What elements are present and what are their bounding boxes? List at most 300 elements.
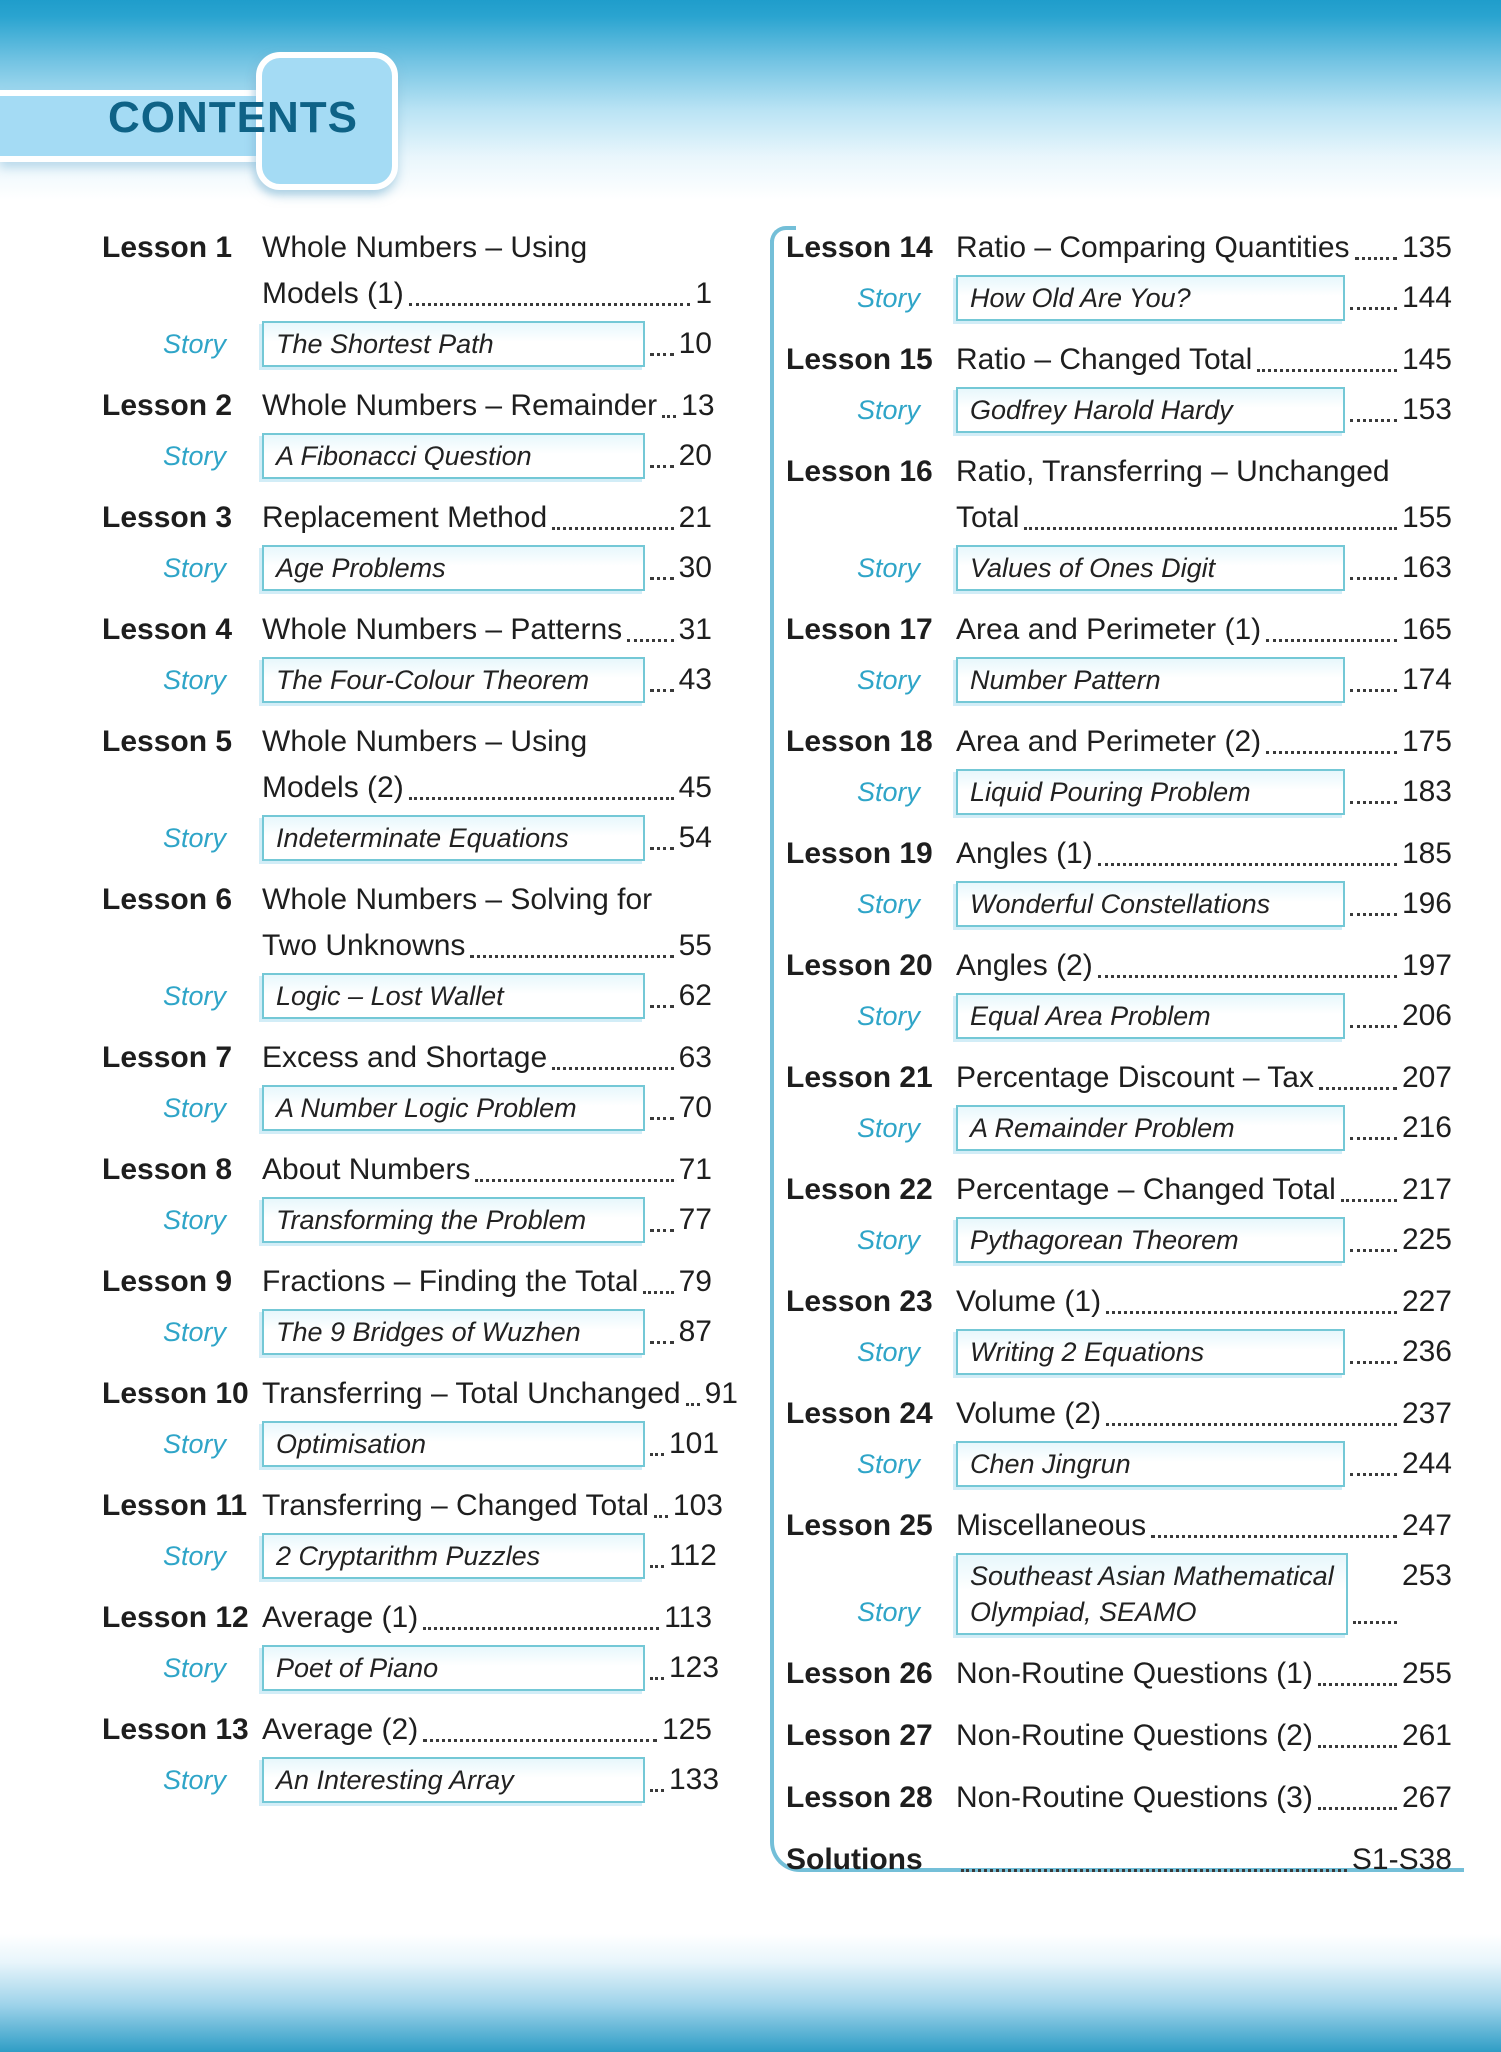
story-title: Wonderful Constellations	[970, 889, 1271, 919]
lesson-title: Replacement Method	[262, 501, 548, 534]
toc-entry	[102, 1259, 712, 1355]
story-row	[786, 275, 1452, 321]
lesson-title-wrap	[262, 1595, 712, 1641]
dot-leader	[650, 353, 674, 356]
story-row	[102, 973, 712, 1019]
story-title: A Remainder Problem	[970, 1113, 1235, 1143]
toc-entry	[786, 1055, 1452, 1151]
page-number: 267	[1401, 1781, 1452, 1814]
dot-leader	[1106, 1311, 1397, 1314]
lesson-number-label: Lesson 28	[786, 1781, 933, 1814]
dot-leader	[650, 1341, 674, 1344]
toc-entry	[102, 383, 715, 479]
lesson-title: Excess and Shortage	[262, 1041, 548, 1074]
page-number: 237	[1401, 1397, 1452, 1430]
lesson-row	[786, 337, 1452, 383]
lesson-title: Area and Perimeter (1)	[956, 613, 1262, 646]
title-line	[956, 1713, 1452, 1759]
title-line	[956, 449, 1452, 495]
lesson-number-label: Lesson 8	[102, 1153, 233, 1186]
dot-leader	[662, 415, 676, 418]
story-label: Story	[162, 665, 226, 695]
lesson-number-label: Lesson 2	[102, 389, 233, 422]
lesson-title: Transferring – Total Unchanged	[262, 1377, 681, 1410]
lesson-row	[786, 1651, 1452, 1697]
story-label: Story	[162, 1541, 226, 1571]
lesson-title: Average (1)	[262, 1601, 419, 1634]
toc-entry	[102, 877, 712, 1019]
lesson-title: Whole Numbers – Remainder	[262, 389, 658, 422]
story-title-box	[956, 881, 1345, 927]
lesson-title: Non-Routine Questions (1)	[956, 1657, 1313, 1690]
story-row	[102, 1309, 712, 1355]
lesson-title: Transferring – Changed Total	[262, 1489, 649, 1522]
lesson-row	[102, 1371, 738, 1417]
lesson-title: Two Unknowns	[262, 929, 466, 962]
dot-leader	[650, 689, 674, 692]
title-line	[262, 877, 712, 923]
story-title: The Shortest Path	[276, 329, 494, 359]
dot-leader	[1318, 1683, 1397, 1686]
story-row	[786, 1553, 1452, 1635]
lesson-row	[102, 383, 715, 429]
lesson-title-wrap	[956, 1279, 1452, 1325]
title-line	[262, 1259, 712, 1305]
lesson-number-label: Lesson 23	[786, 1285, 933, 1318]
dot-leader	[1350, 913, 1397, 916]
story-label: Story	[856, 553, 920, 583]
dot-leader	[1355, 257, 1397, 260]
page-number: 207	[1401, 1061, 1452, 1094]
story-label: Story	[856, 777, 920, 807]
story-title: Optimisation	[276, 1429, 427, 1459]
page-number: 13	[681, 389, 715, 422]
story-page-number: 133	[669, 1763, 720, 1796]
page-number: 103	[672, 1489, 723, 1522]
lesson-number-label: Lesson 25	[786, 1509, 933, 1542]
lesson-title: Angles (2)	[956, 949, 1093, 982]
title-line	[956, 719, 1452, 765]
dot-leader	[650, 1005, 674, 1008]
story-row	[102, 657, 712, 703]
lesson-number-label: Lesson 14	[786, 231, 933, 264]
lesson-number-label: Lesson 12	[102, 1601, 249, 1634]
dot-leader	[423, 1739, 657, 1742]
dot-leader	[650, 577, 674, 580]
story-title-box	[262, 433, 645, 479]
toc-entry	[102, 719, 712, 861]
toc-entry	[786, 1713, 1452, 1759]
story-page-number: 87	[678, 1315, 712, 1348]
story-title-box	[956, 545, 1345, 591]
story-label: Story	[162, 1093, 226, 1123]
title-line	[956, 225, 1452, 271]
story-row	[102, 1421, 720, 1467]
lesson-title-wrap	[956, 831, 1452, 877]
dot-leader	[650, 1677, 664, 1680]
page-number: 55	[678, 929, 712, 962]
lesson-number-label: Lesson 26	[786, 1657, 933, 1690]
dot-leader	[1350, 1249, 1397, 1252]
story-title: An Interesting Array	[276, 1765, 514, 1795]
toc-entry	[786, 1167, 1452, 1263]
lesson-title: About Numbers	[262, 1153, 471, 1186]
story-row	[102, 545, 712, 591]
dot-leader	[470, 955, 673, 958]
lesson-title-wrap	[956, 1713, 1452, 1759]
title-line	[262, 383, 715, 429]
story-label: Story	[856, 395, 920, 425]
story-label: Story	[856, 1113, 920, 1143]
story-row	[786, 1441, 1452, 1487]
lesson-title-wrap	[262, 1259, 712, 1305]
dot-leader	[1098, 975, 1397, 978]
lesson-number-label: Lesson 3	[102, 501, 233, 534]
dot-leader	[552, 527, 673, 530]
lesson-title-wrap	[262, 225, 712, 317]
page-number: 21	[678, 501, 712, 534]
page-number: 247	[1401, 1509, 1452, 1542]
lesson-title-wrap	[262, 1147, 712, 1193]
story-title-box	[262, 973, 645, 1019]
story-page-number: 30	[678, 551, 712, 584]
toc-entry	[102, 1035, 712, 1131]
page-number: 71	[678, 1153, 712, 1186]
story-page-number: 244	[1401, 1447, 1452, 1480]
story-label: Story	[856, 665, 920, 695]
story-label: Story	[856, 1001, 920, 1031]
dot-leader	[650, 465, 674, 468]
dot-leader	[650, 1565, 664, 1568]
lesson-row	[102, 1483, 723, 1529]
title-line	[262, 607, 712, 653]
story-page-number: 77	[678, 1203, 712, 1236]
story-page-number: 112	[669, 1539, 717, 1572]
lesson-number-label: Lesson 7	[102, 1041, 233, 1074]
lesson-number-label: Lesson 18	[786, 725, 933, 758]
title-line	[956, 831, 1452, 877]
story-title: How Old Are You?	[970, 283, 1191, 313]
lesson-title: Percentage Discount – Tax	[956, 1061, 1314, 1094]
lesson-number-label: Lesson 10	[102, 1377, 249, 1410]
story-row	[786, 881, 1452, 927]
toc-column-left	[102, 225, 738, 1819]
lesson-title: Models (1)	[262, 277, 404, 310]
dot-leader	[1350, 1137, 1397, 1140]
lesson-title-wrap	[262, 877, 712, 969]
dot-leader	[1257, 369, 1397, 372]
dot-leader	[1350, 1361, 1397, 1364]
page-number: 145	[1401, 343, 1452, 376]
toc-entry	[102, 607, 712, 703]
toc-entry	[102, 495, 712, 591]
lesson-row	[786, 449, 1452, 541]
lesson-row	[786, 1055, 1452, 1101]
title-line	[956, 607, 1452, 653]
dot-leader	[1353, 1621, 1397, 1624]
lesson-number-label: Lesson 17	[786, 613, 933, 646]
dot-leader	[650, 847, 674, 850]
story-page-number: 101	[669, 1427, 720, 1460]
story-page-number: 183	[1401, 775, 1452, 808]
lesson-title: Whole Numbers – Using	[262, 725, 588, 758]
lesson-title: Fractions – Finding the Total	[262, 1265, 639, 1298]
lesson-row	[786, 1391, 1452, 1437]
story-page-number: 216	[1401, 1111, 1452, 1144]
lesson-number-label: Lesson 16	[786, 455, 933, 488]
story-title: Values of Ones Digit	[970, 553, 1216, 583]
story-title-box	[262, 1645, 645, 1691]
dot-leader	[1350, 307, 1397, 310]
story-title: Godfrey Harold Hardy	[970, 395, 1233, 425]
title-line	[262, 1595, 712, 1641]
lesson-title: Ratio, Transferring – Unchanged	[956, 455, 1390, 488]
page-number: 125	[661, 1713, 712, 1746]
story-page-number: 174	[1401, 663, 1452, 696]
story-row	[786, 657, 1452, 703]
page-number: 113	[664, 1601, 712, 1634]
title-line	[956, 1775, 1452, 1821]
story-row	[102, 321, 712, 367]
dot-leader	[409, 797, 674, 800]
title-line	[956, 1837, 1452, 1883]
story-label: Story	[162, 1653, 226, 1683]
title-line	[262, 719, 712, 765]
lesson-title: Average (2)	[262, 1713, 419, 1746]
story-page-number: 123	[669, 1651, 720, 1684]
story-title: Olympiad, SEAMO	[970, 1597, 1197, 1627]
page-number: 175	[1401, 725, 1452, 758]
story-title-box	[262, 815, 645, 861]
lesson-title: Percentage – Changed Total	[956, 1173, 1336, 1206]
lesson-title-wrap	[262, 1483, 723, 1529]
dot-leader	[650, 1789, 664, 1792]
story-row	[786, 993, 1452, 1039]
dot-leader	[1350, 689, 1397, 692]
lesson-number-label: Lesson 24	[786, 1397, 933, 1430]
story-title-box	[956, 993, 1345, 1039]
story-title-box	[956, 1441, 1345, 1487]
title-line	[262, 225, 712, 271]
story-title: Southeast Asian Mathematical	[970, 1561, 1334, 1591]
lesson-title: Whole Numbers – Using	[262, 231, 588, 264]
toc-entry	[102, 1483, 723, 1579]
story-title-box	[262, 1085, 645, 1131]
dot-leader	[1319, 1087, 1397, 1090]
story-page-number: 225	[1401, 1223, 1452, 1256]
page-number: 135	[1401, 231, 1452, 264]
lesson-title-wrap	[956, 1503, 1452, 1549]
toc-column-right	[786, 225, 1452, 1899]
toc-entry	[786, 225, 1452, 321]
dot-leader	[1350, 419, 1397, 422]
dot-leader	[1350, 1473, 1397, 1476]
lesson-title: Volume (2)	[956, 1397, 1102, 1430]
story-row	[102, 1085, 712, 1131]
lesson-number-label: Lesson 19	[786, 837, 933, 870]
page-number: S1-S38	[1351, 1843, 1452, 1876]
lesson-number-label: Lesson 27	[786, 1719, 933, 1752]
dot-leader	[1318, 1807, 1397, 1810]
story-title: 2 Cryptarithm Puzzles	[276, 1541, 541, 1571]
toc-entry	[102, 1595, 720, 1691]
story-row	[102, 1757, 720, 1803]
lesson-number-label: Lesson 1	[102, 231, 233, 264]
story-row	[786, 1105, 1452, 1151]
story-title: Age Problems	[276, 553, 446, 583]
story-page-number: 43	[678, 663, 712, 696]
lesson-row	[786, 1503, 1452, 1549]
dot-leader	[1106, 1423, 1397, 1426]
story-page-number: 54	[678, 821, 712, 854]
title-line	[956, 1651, 1452, 1697]
story-title-box	[956, 275, 1345, 321]
dot-leader	[475, 1179, 673, 1182]
story-page-number: 253	[1401, 1559, 1452, 1592]
lesson-title: Non-Routine Questions (3)	[956, 1781, 1313, 1814]
lesson-title-wrap	[956, 337, 1452, 383]
page-number: 217	[1401, 1173, 1452, 1206]
page-number: 197	[1401, 949, 1452, 982]
lesson-number-label: Lesson 21	[786, 1061, 933, 1094]
lesson-number-label: Lesson 5	[102, 725, 233, 758]
story-label: Story	[162, 1317, 226, 1347]
story-title-box	[262, 657, 645, 703]
page-number: 45	[678, 771, 712, 804]
toc-entry	[786, 943, 1452, 1039]
story-label: Story	[856, 1225, 920, 1255]
lesson-row	[786, 1167, 1452, 1213]
toc-entry	[786, 831, 1452, 927]
lesson-title-wrap	[262, 383, 715, 429]
lesson-title: Whole Numbers – Solving for	[262, 883, 653, 916]
story-label: Story	[162, 441, 226, 471]
story-row	[786, 1217, 1452, 1263]
title-line	[262, 1371, 738, 1417]
lesson-row	[786, 943, 1452, 989]
title-line	[956, 337, 1452, 383]
dot-leader	[650, 1117, 674, 1120]
title-line	[956, 1279, 1452, 1325]
lesson-title-wrap	[262, 607, 712, 653]
toc-entry	[102, 1371, 738, 1467]
story-page-number: 70	[678, 1091, 712, 1124]
story-page-number: 196	[1401, 887, 1452, 920]
title-line	[262, 1147, 712, 1193]
story-row	[102, 1197, 712, 1243]
story-title: Indeterminate Equations	[276, 823, 569, 853]
lesson-number-label: Lesson 6	[102, 883, 233, 916]
dot-leader	[1350, 801, 1397, 804]
lesson-row	[102, 607, 712, 653]
dot-leader	[650, 1229, 674, 1232]
story-title-box	[262, 1757, 645, 1803]
title-line	[956, 1055, 1452, 1101]
lesson-row	[102, 1595, 712, 1641]
story-title-box	[262, 1309, 645, 1355]
story-page-number: 10	[678, 327, 712, 360]
lesson-title-wrap	[956, 1391, 1452, 1437]
dot-leader	[654, 1515, 668, 1518]
lesson-title-wrap	[956, 1837, 1452, 1883]
story-label: Story	[856, 1449, 920, 1479]
story-row	[786, 769, 1452, 815]
page-number: 1	[695, 277, 712, 310]
lesson-title-wrap	[956, 943, 1452, 989]
lesson-title: Total	[956, 501, 1020, 534]
lesson-row	[786, 1775, 1452, 1821]
story-label: Story	[162, 329, 226, 359]
dot-leader	[409, 303, 691, 306]
story-page-number: 20	[678, 439, 712, 472]
story-title: Pythagorean Theorem	[970, 1225, 1239, 1255]
lesson-row	[102, 1147, 712, 1193]
toc-entry	[786, 1503, 1452, 1635]
story-title-box	[262, 1533, 645, 1579]
toc-entry	[786, 1279, 1452, 1375]
story-row	[786, 1329, 1452, 1375]
lesson-title: Ratio – Changed Total	[956, 343, 1253, 376]
lesson-row	[786, 719, 1452, 765]
lesson-number-label: Lesson 13	[102, 1713, 249, 1746]
story-label: Story	[162, 823, 226, 853]
lesson-title-wrap	[262, 719, 712, 811]
title-line	[956, 1167, 1452, 1213]
story-page-number: 206	[1401, 999, 1452, 1032]
lesson-number-label: Lesson 9	[102, 1265, 233, 1298]
story-title-box	[956, 769, 1345, 815]
story-row	[786, 545, 1452, 591]
dot-leader	[1024, 527, 1397, 530]
lesson-title: Non-Routine Questions (2)	[956, 1719, 1313, 1752]
story-label: Story	[856, 1337, 920, 1367]
lesson-title-wrap	[956, 607, 1452, 653]
toc-entry	[786, 719, 1452, 815]
solutions-label: Solutions	[786, 1843, 923, 1876]
story-page-number: 62	[678, 979, 712, 1012]
lesson-title: Whole Numbers – Patterns	[262, 613, 623, 646]
story-title: The Four-Colour Theorem	[276, 665, 590, 695]
title-line	[262, 1483, 723, 1529]
story-title: The 9 Bridges of Wuzhen	[276, 1317, 581, 1347]
page-number: 155	[1401, 501, 1452, 534]
lesson-title-wrap	[956, 1055, 1452, 1101]
story-label: Story	[856, 889, 920, 919]
lesson-row	[786, 1713, 1452, 1759]
lesson-title: Miscellaneous	[956, 1509, 1147, 1542]
lesson-title: Volume (1)	[956, 1285, 1102, 1318]
story-title-box	[956, 1329, 1345, 1375]
lesson-row	[102, 495, 712, 541]
page-number: 91	[704, 1377, 738, 1410]
story-title-box	[956, 387, 1345, 433]
page-number: 185	[1401, 837, 1452, 870]
lesson-title-wrap	[956, 225, 1452, 271]
lesson-number-label: Lesson 22	[786, 1173, 933, 1206]
dot-leader	[552, 1067, 673, 1070]
lesson-row	[786, 1279, 1452, 1325]
dot-leader	[423, 1627, 659, 1630]
lesson-row	[102, 877, 712, 969]
story-label: Story	[162, 1765, 226, 1795]
story-title-box	[262, 1197, 645, 1243]
lesson-row	[786, 225, 1452, 271]
dot-leader	[1341, 1199, 1397, 1202]
lesson-number-label: Lesson 4	[102, 613, 233, 646]
lesson-row	[102, 1035, 712, 1081]
dot-leader	[1350, 577, 1397, 580]
story-label: Story	[162, 553, 226, 583]
